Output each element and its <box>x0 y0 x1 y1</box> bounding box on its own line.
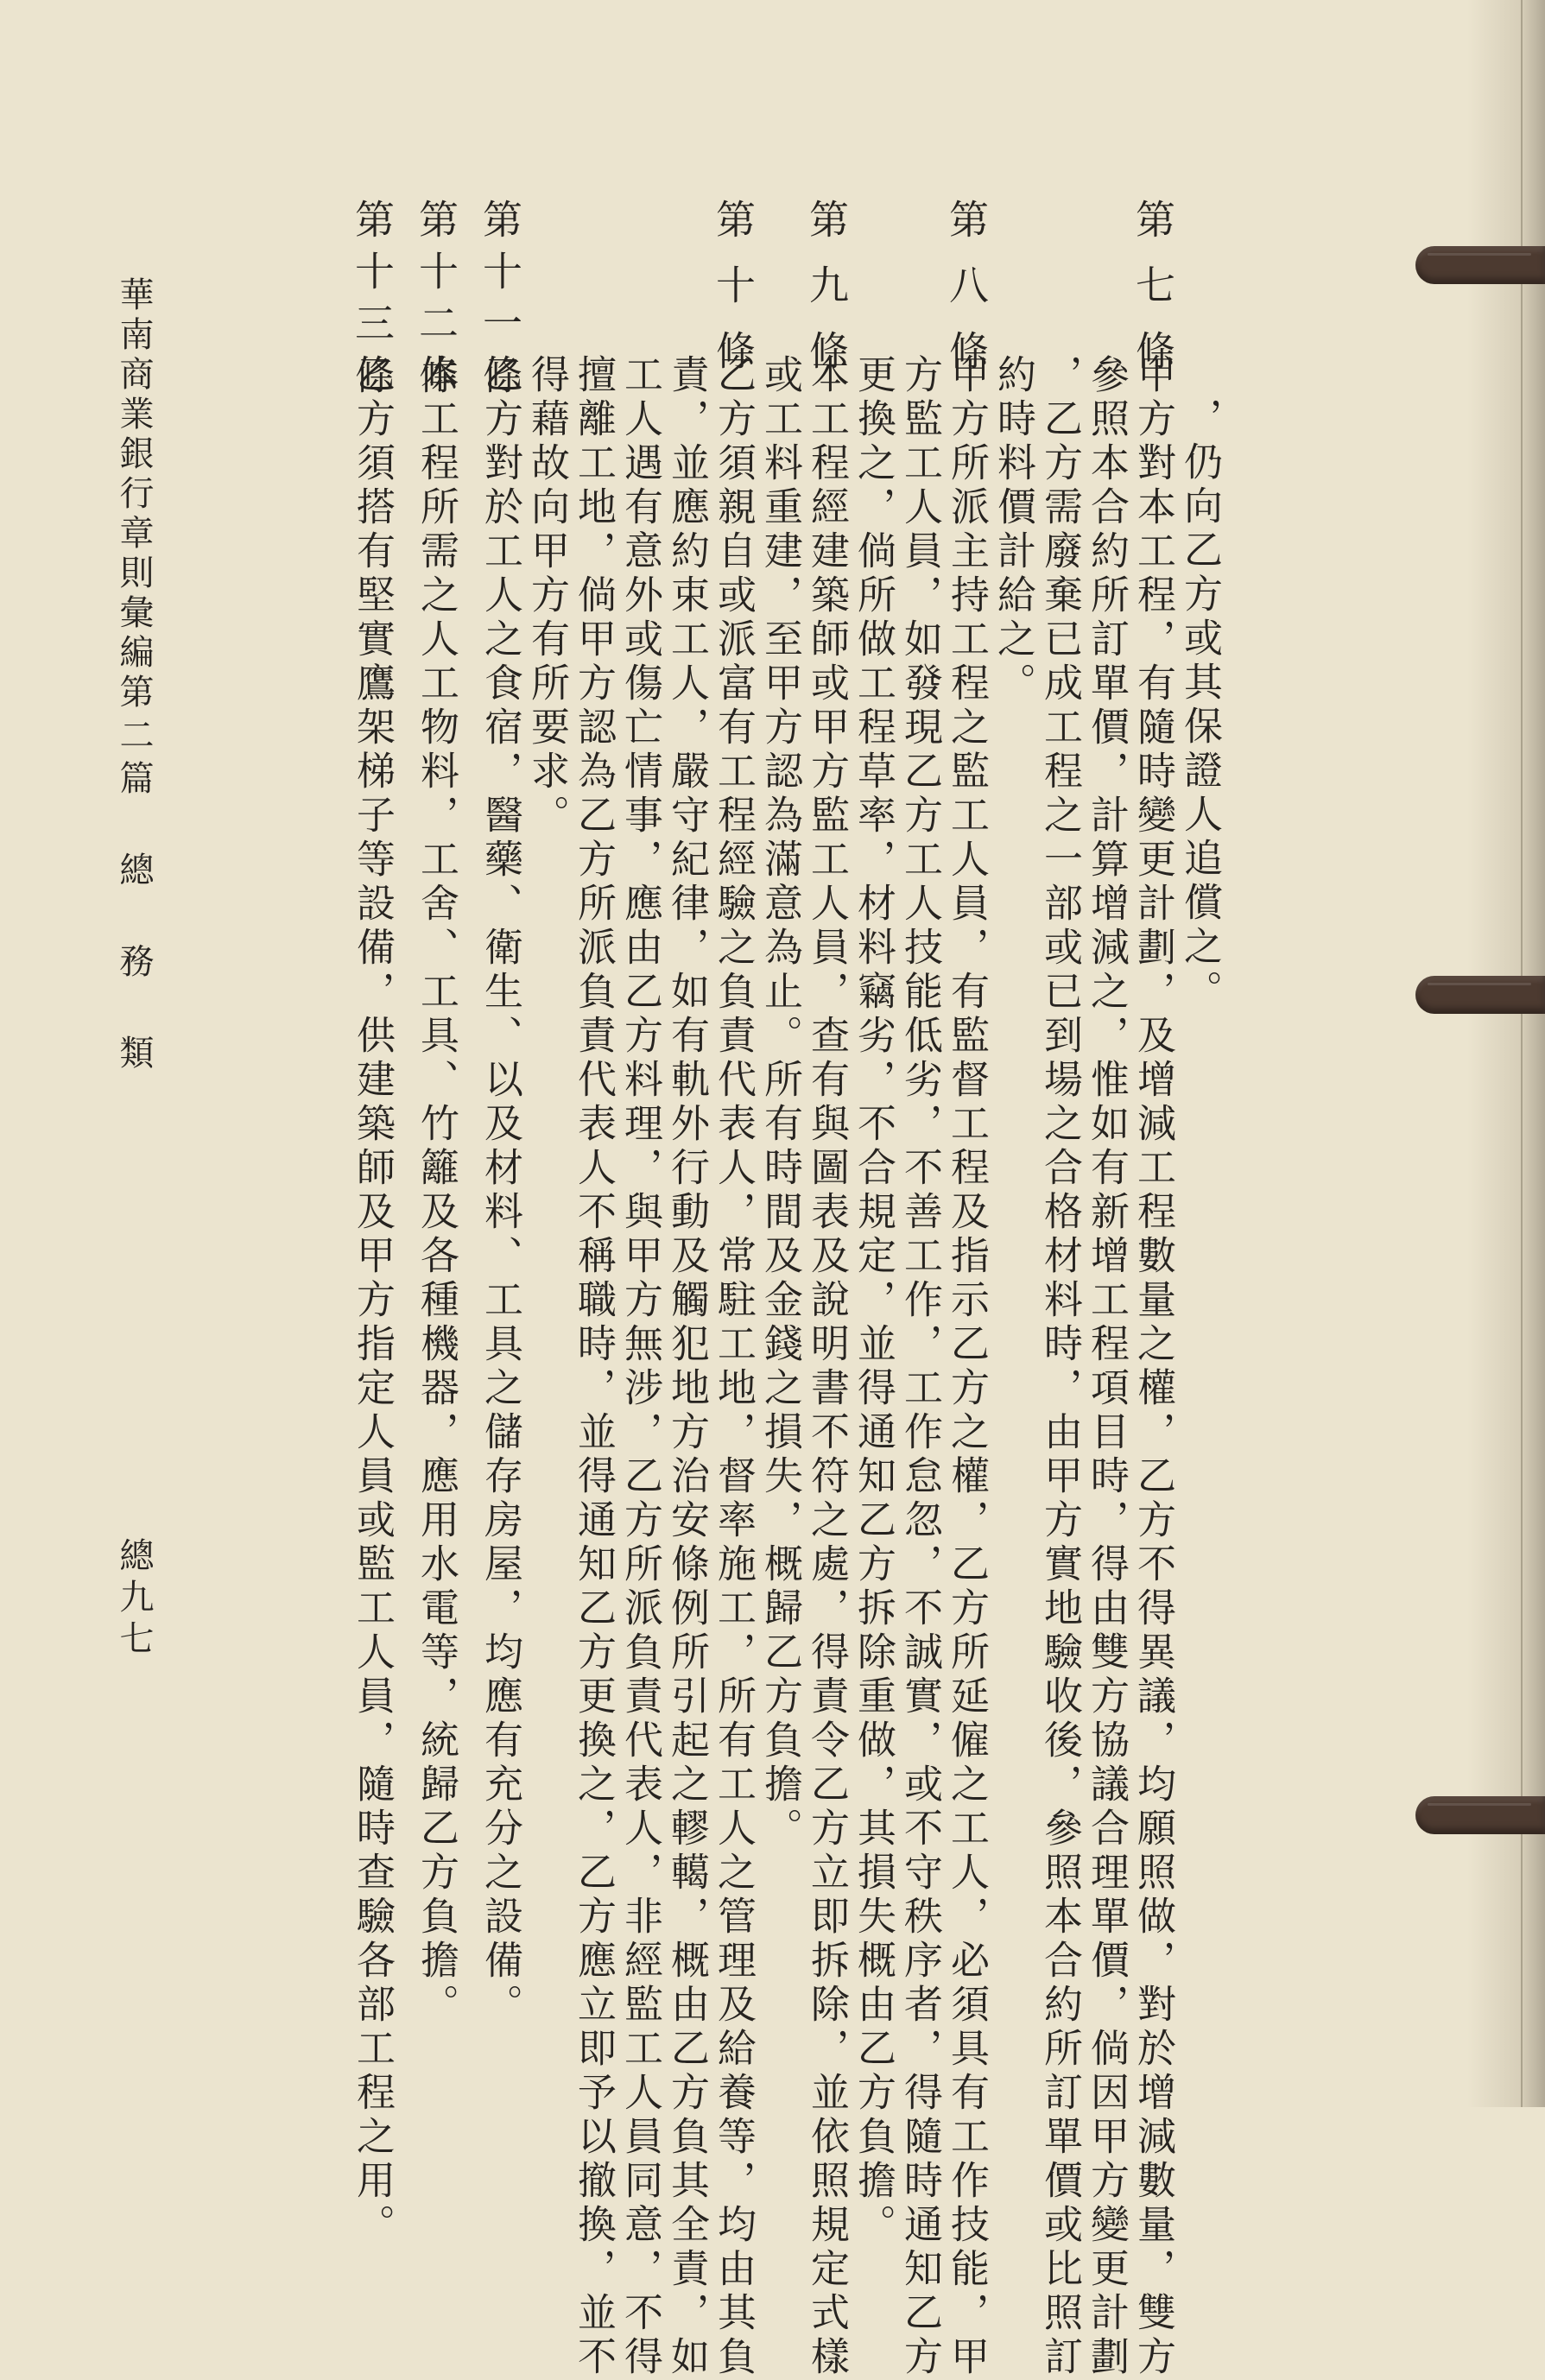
text-line: 更換之，倘所做工程草率，材料竊劣，不合規定，並得通知乙方拆除重做，其損失概由乙方負擔。 <box>851 354 896 2248</box>
text-line: 得藉故向甲方有所要求。 <box>524 354 570 839</box>
section-title: 第二篇 總 務 類 <box>114 674 154 1078</box>
text-line: 工人遇有意外或傷亡情事，應由乙方料理，與甲方無涉，乙方所派負責代表人，非經監工人員同意，不得 <box>617 354 663 2380</box>
article-label-9: 第九條 <box>803 199 850 396</box>
text-line: 責，並應約束工人，嚴守紀律，如有軌外行動及觸犯地方治安條例所引起之轇轕，概由乙方負其全責，如 <box>664 354 710 2380</box>
page-number: 總九七 <box>114 1537 154 1662</box>
binding-thread <box>1415 246 1545 284</box>
text-line: 參照本合約所訂單價，計算增減之，惟如有新增工程項目時，得由雙方協議合理單價，倘因甲方變更計劃 <box>1084 354 1130 2380</box>
article-label-8: 第八條 <box>943 199 990 396</box>
text-line: 方監工人員，如發現乙方工人技能低劣，不善工作，工作怠忽，不誠實，或不守秩序者，得隨時通知乙方 <box>897 354 943 2380</box>
text-line: 本工程經建築師或甲方監工人員，查有與圖表及說明書不符之處，得責令乙方立即拆除，並依照規定式樣 <box>804 354 850 2380</box>
text-line: 乙方對於工人之食宿，醫藥、衛生、以及材料、工具之儲存房屋，均應有充分之設備。 <box>478 354 523 2028</box>
text-line: 乙方須搭有堅實鷹架梯子等設備，供建築師及甲方指定人員或監工人員，隨時查驗各部工程之用。 <box>350 354 396 2248</box>
article-label-10: 第十條 <box>710 199 757 396</box>
paper-edge-line <box>1521 0 1523 2107</box>
binding-thread <box>1415 976 1545 1014</box>
text-line: 甲方對本工程，有隨時變更計劃，及增減工程數量之權，乙方不得異議，均願照做，對於增減數量，雙方 <box>1130 354 1176 2380</box>
text-line: 約時料價計給之。 <box>991 354 1036 706</box>
text-line: 擅離工地，倘甲方認為乙方所派負責代表人不稱職時，並得通知乙方更換之，乙方應立即予以撤換，並不 <box>571 354 617 2380</box>
text-line: 乙方須親自或派富有工程經驗之負責代表人，常駐工地，督率施工，所有工人之管理及給養等，均由其負 <box>711 354 757 2380</box>
text-line: 或工料重建，至甲方認為滿意為止。所有時間及金錢之損失，概歸乙方負擔。 <box>757 354 803 1851</box>
text-line: ，仍向乙方或其保證人追償之。 <box>1177 397 1223 1014</box>
text-line: ，乙方需廢棄已成工程之一部或已到場之合格材料時，由甲方實地驗收後，參照本合約所訂單價或比照訂 <box>1037 354 1083 2380</box>
paper-edge-shade <box>1467 0 1545 2107</box>
article-label-12: 第十二條 <box>413 199 459 406</box>
article-label-7: 第七條 <box>1130 199 1176 396</box>
article-label-11: 第十一條 <box>477 199 523 406</box>
book-title: 華南商業銀行章則彙編 <box>114 276 154 674</box>
article-label-13: 第十三條 <box>349 199 396 406</box>
text-line: 甲方所派主持工程之監工人員，有監督工程及指示乙方之權，乙方所延僱之工人，必須具有工作技能，甲 <box>944 354 990 2380</box>
binding-thread <box>1415 1796 1545 1834</box>
text-line: 本工程所需之人工物料，工舍、工具、竹籬及各種機器，應用水電等，統歸乙方負擔。 <box>414 354 459 2028</box>
